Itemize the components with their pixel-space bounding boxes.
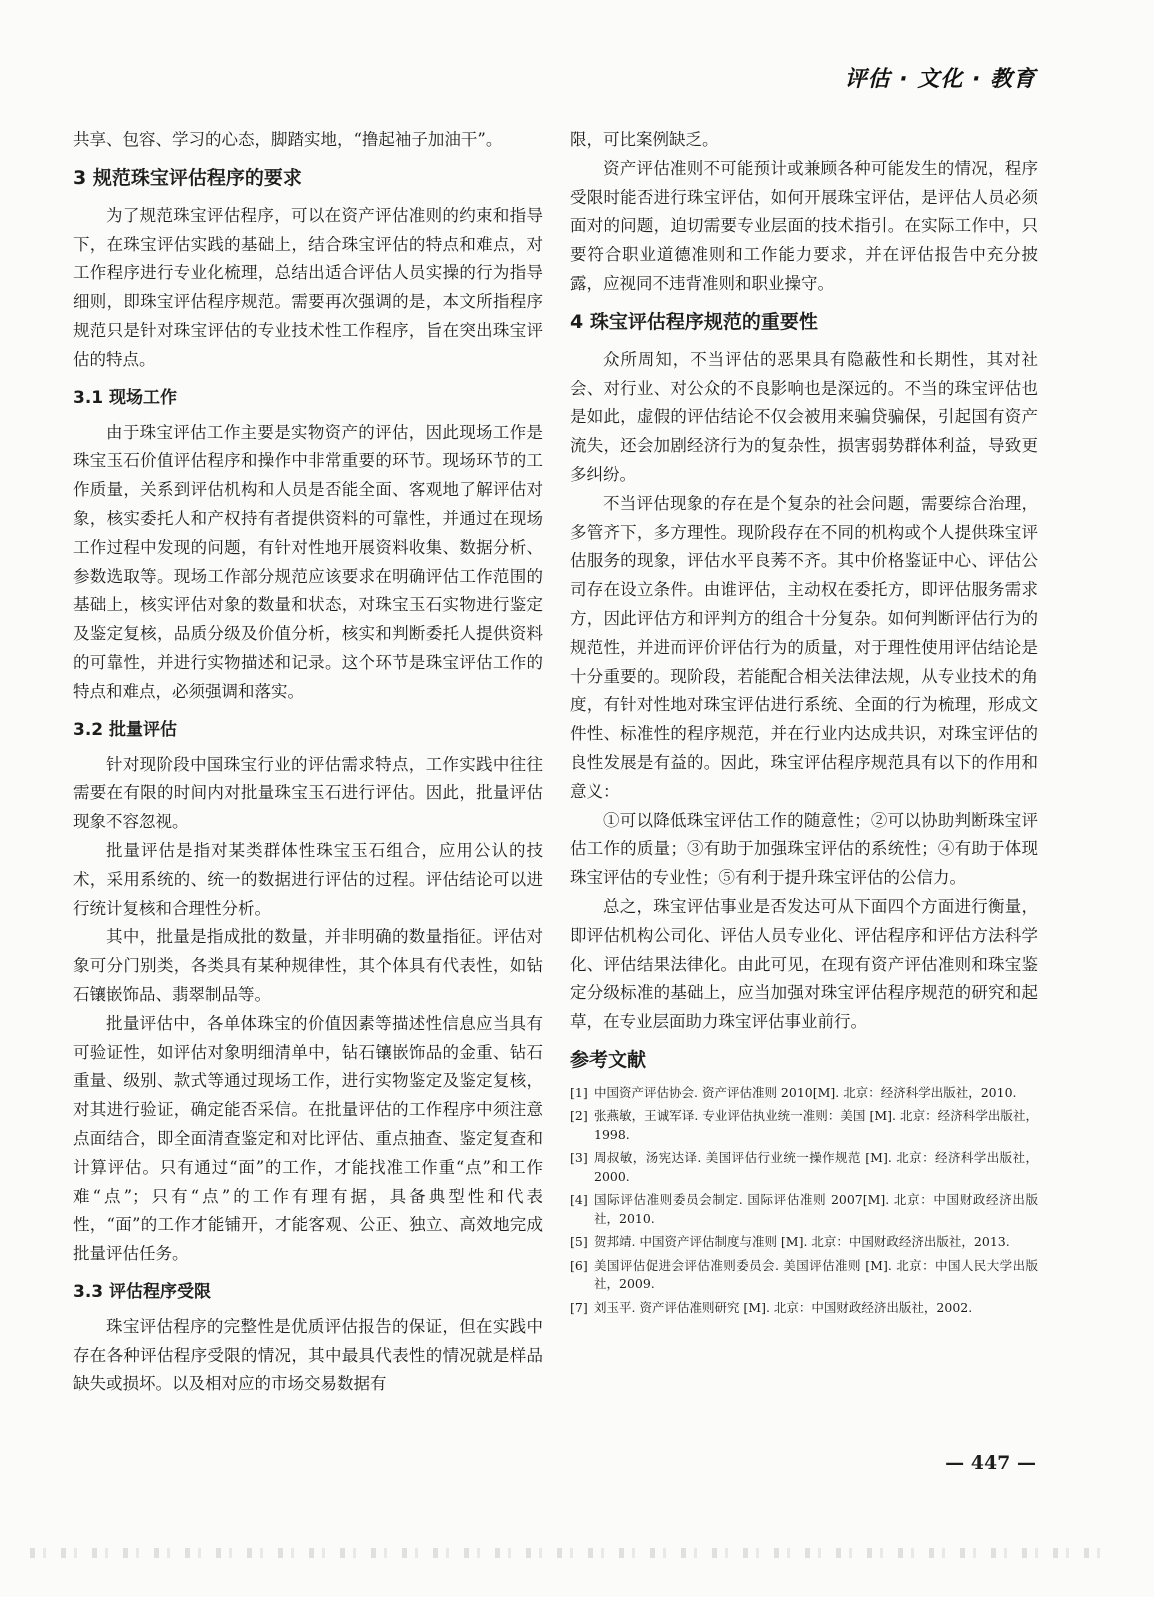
section-heading: 3 规范珠宝评估程序的要求 (73, 166, 302, 189)
reference-list (570, 1084, 1038, 1318)
paragraph: 批量评估是指对某类群体性珠宝玉石组合，应用公认的技术，采用系统的、统一的数据进行评估的过程。评估结论可以进行统计复核和合理性分析。 (73, 840, 543, 918)
reference-text: 刘玉平. 资产评估准则研究 [M]. 北京：中国财政经济出版社，2002. (594, 1299, 973, 1315)
paragraph: 珠宝评估程序的完整性是优质评估报告的保证，但在实践中存在各种评估程序受限的情况，其中最具代表性的情况就是样品缺失或损坏。以及相对应的市场交易数据有 (73, 1316, 543, 1394)
reference-number: [1] (570, 1084, 588, 1100)
reference-number: [7] (570, 1299, 588, 1315)
paragraph: 限，可比案例缺乏。 (570, 130, 719, 149)
reference-text: 周叔敏，汤宪达译. 美国评估行业统一操作规范 [M]. 北京：经济科学出版社，2000. (594, 1150, 1038, 1184)
section-heading: 4 珠宝评估程序规范的重要性 (570, 310, 818, 333)
reference-text: 中国资产评估协会. 资产评估准则 2010[M]. 北京：经济科学出版社，2010. (594, 1084, 1017, 1100)
scan-artifact (30, 1548, 1114, 1558)
reference-item (570, 1299, 1038, 1318)
reference-number: [5] (570, 1234, 588, 1250)
page-number: — 447 — (945, 1452, 1036, 1474)
running-header: 评估 · 文化 · 教育 (844, 67, 1036, 92)
paragraph: 针对现阶段中国珠宝行业的评估需求特点，工作实践中往往需要在有限的时间内对批量珠宝玉石进行评估。因此，批量评估现象不容忽视。 (73, 754, 543, 832)
left-column (73, 126, 543, 1399)
reference-text: 国际评估准则委员会制定. 国际评估准则 2007[M]. 北京：中国财政经济出版社，2010. (594, 1192, 1038, 1226)
reference-item (570, 1233, 1038, 1252)
paragraph: ①可以降低珠宝评估工作的随意性；②可以协助判断珠宝评估工作的质量；③有助于加强珠宝评估的系统性；④有助于体现珠宝评估的专业性；⑤有利于提升珠宝评估的公信力。 (570, 810, 1038, 888)
paragraph: 不当评估现象的存在是个复杂的社会问题，需要综合治理，多管齐下，多方理性。现阶段存在不同的机构或个人提供珠宝评估服务的现象，评估水平良莠不齐。其中价格鉴证中心、评估公司存在设立条件。由谁评估，主动权在委托方，即评估服务需求方，因此评估方和评判方的组合十分复杂。如何判断评估行为的规范性，并进而评价评估行为的质量，对于理性使用评估结论是十分重要的。现阶段，若能配合相关法律法规，从专业技术的角度，有针对性地对珠宝评估进行系统、全面的行为梳理，形成文件性、标准性的程序规范，并在行业内达成共识，对珠宝评估的良性发展是有益的。因此，珠宝评估程序规范具有以下的作用和意义： (570, 493, 1038, 801)
reference-text: 张燕敏，王诚军译. 专业评估执业统一准则：美国 [M]. 北京：经济科学出版社，1998. (594, 1108, 1038, 1142)
reference-number: [4] (570, 1192, 588, 1208)
references-heading: 参考文献 (570, 1048, 647, 1071)
reference-item (570, 1084, 1038, 1103)
subsection-heading: 3.1 现场工作 (73, 387, 178, 408)
paragraph: 资产评估准则不可能预计或兼顾各种可能发生的情况，程序受限时能否进行珠宝评估，如何开展珠宝评估，是评估人员必须面对的问题，迫切需要专业层面的技术指引。在实际工作中，只要符合职业道德准则和工作能力要求，并在评估报告中充分披露，应视同不违背准则和职业操守。 (570, 158, 1038, 293)
subsection-heading: 3.2 批量评估 (73, 719, 178, 740)
reference-text: 美国评估促进会评估准则委员会. 美国评估准则 [M]. 北京：中国人民大学出版社，2009. (594, 1257, 1038, 1292)
reference-item (570, 1191, 1038, 1228)
paragraph: 批量评估中，各单体珠宝的价值因素等描述性信息应当具有可验证性，如评估对象明细清单中，钻石镶嵌饰品的金重、钻石重量、级别、款式等通过现场工作，进行实物鉴定及鉴定复核，对其进行验证，确定能否采信。在批量评估的工作程序中须注意点面结合，即全面清查鉴定和对比评估、重点抽查、鉴定复查和计算评估。只有通过“面”的工作，才能找准工作重“点”和工作难“点”；只有“点”的工作有理有据，具备典型性和代表性，“面”的工作才能铺开，才能客观、公正、独立、高效地完成批量评估任务。 (73, 1013, 543, 1264)
right-column (570, 126, 1038, 1322)
paragraph: 众所周知，不当评估的恶果具有隐蔽性和长期性，其对社会、对行业、对公众的不良影响也是深远的。不当的珠宝评估也是如此，虚假的评估结论不仅会被用来骗贷骗保，引起国有资产流失，还会加剧经济行为的复杂性，损害弱势群体利益，导致更多纠纷。 (570, 349, 1038, 484)
reference-number: [2] (570, 1108, 588, 1124)
paragraph: 总之，珠宝评估事业是否发达可从下面四个方面进行衡量，即评估机构公司化、评估人员专业化、评估程序和评估方法科学化、评估结果法律化。由此可见，在现有资产评估准则和珠宝鉴定分级标准的基础上，应当加强对珠宝评估程序规范的研究和起草，在专业层面助力珠宝评估事业前行。 (570, 896, 1038, 1032)
reference-item (570, 1149, 1038, 1186)
paragraph: 其中，批量是指成批的数量，并非明确的数量指征。评估对象可分门别类，各类具有某种规律性，其个体具有代表性，如钻石镶嵌饰品、翡翠制品等。 (73, 927, 543, 1004)
reference-number: [3] (570, 1150, 588, 1166)
reference-text: 贺邦靖. 中国资产评估制度与准则 [M]. 北京：中国财政经济出版社，2013. (594, 1234, 1010, 1250)
paragraph: 由于珠宝评估工作主要是实物资产的评估，因此现场工作是珠宝玉石价值评估程序和操作中非常重要的环节。现场环节的工作质量，关系到评估机构和人员是否能全面、客观地了解评估对象，核实委托人和产权持有者提供资料的可靠性，并通过在现场工作过程中发现的问题，有针对性地开展资料收集、数据分析、参数选取等。现场工作部分规范应该要求在明确评估工作范围的基础上，核实评估对象的数量和状态，对珠宝玉石实物进行鉴定及鉴定复核，品质分级及价值分析，核实和判断委托人提供资料的可靠性，并进行实物描述和记录。这个环节是珠宝评估工作的特点和难点，必须强调和落实。 (73, 422, 543, 701)
paragraph: 为了规范珠宝评估程序，可以在资产评估准则的约束和指导下，在珠宝评估实践的基础上，结合珠宝评估的特点和难点，对工作程序进行专业化梳理，总结出适合评估人员实操的行为指导细则，即珠宝评估程序规范。需要再次强调的是，本文所指程序规范只是针对珠宝评估的专业技术性工作程序，旨在突出珠宝评估的特点。 (73, 205, 543, 369)
reference-item (570, 1257, 1038, 1294)
reference-item (570, 1107, 1038, 1144)
subsection-heading: 3.3 评估程序受限 (73, 1281, 212, 1302)
paragraph: 共享、包容、学习的心态，脚踏实地，“撸起袖子加油干”。 (73, 130, 503, 149)
reference-number: [6] (570, 1257, 588, 1273)
